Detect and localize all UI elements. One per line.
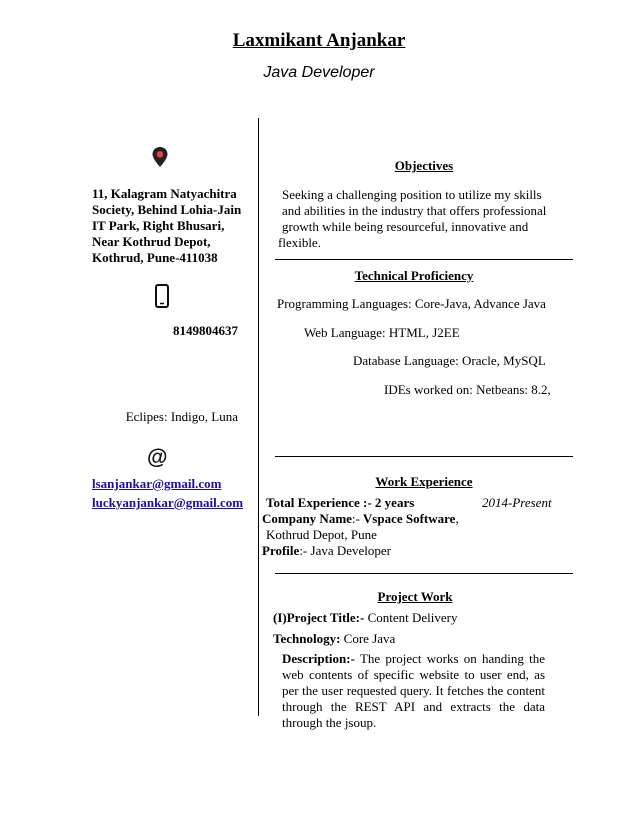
resume-name: Laxmikant Anjankar [232, 30, 406, 51]
project-technology-line [273, 631, 395, 647]
company-line [262, 511, 459, 527]
email-link-1[interactable]: lsanjankar@gmail.com [92, 476, 222, 491]
objectives-line: and abilities in the industry that offers professional [282, 203, 547, 218]
project-description-label: Description:- [282, 651, 355, 666]
company-label: Company Name [262, 511, 352, 526]
section-divider [275, 259, 573, 260]
work-heading: Work Experience [375, 474, 473, 489]
profile-value: :- Java Developer [299, 543, 391, 558]
company-location: Kothrud Depot, Pune [266, 527, 377, 542]
ides-worked-on: IDEs worked on: Netbeans: 8.2, [384, 382, 551, 397]
work-period: 2014-Present [482, 495, 552, 510]
project-title-line [273, 610, 457, 626]
project-description [282, 651, 545, 731]
project-technology-value: Core Java [340, 631, 396, 646]
objectives-heading: Objectives [394, 158, 454, 173]
column-divider [258, 118, 259, 716]
email-at-icon: @ [147, 446, 168, 469]
address-line: IT Park, Right Bhusari, [92, 218, 225, 233]
address-line: Society, Behind Lohia-Jain [92, 202, 242, 217]
mobile-phone-icon [155, 284, 169, 308]
objectives-text [278, 187, 573, 251]
section-divider [275, 573, 573, 574]
project-title-label: (I)Project Title:- [273, 610, 365, 625]
profile-line [262, 543, 391, 559]
objectives-line: flexible. [278, 235, 321, 250]
eclipse-ide-text: Eclipes: Indigo, Luna [125, 409, 238, 424]
project-title-value: Content Delivery [364, 610, 458, 625]
company-separator: :- [351, 511, 360, 526]
project-technology-label: Technology: [273, 631, 341, 646]
company-comma: , [455, 511, 459, 526]
profile-label: Profile [262, 543, 300, 558]
email-link-2[interactable]: luckyanjankar@gmail.com [92, 495, 244, 510]
technical-heading: Technical Proficiency [354, 268, 474, 283]
phone-number: 8149804637 [173, 323, 238, 338]
project-heading: Project Work [377, 589, 453, 604]
location-pin-icon [151, 146, 169, 168]
web-languages: Web Language: HTML, J2EE [304, 325, 460, 340]
address-block [92, 186, 257, 266]
programming-languages: Programming Languages: Core-Java, Advance Java [277, 296, 546, 311]
database-languages: Database Language: Oracle, MySQL [353, 353, 546, 368]
objectives-line: growth while being resourceful, innovative and [282, 219, 529, 234]
section-divider [275, 456, 573, 457]
total-experience: Total Experience :- 2 years [266, 495, 415, 510]
objectives-line: Seeking a challenging position to utilize my skills [282, 187, 542, 202]
resume-role: Java Developer [263, 64, 375, 81]
address-line: Near Kothrud Depot, [92, 234, 211, 249]
address-line: Kothrud, Pune-411038 [92, 250, 218, 265]
address-line: 11, Kalagram Natyachitra [92, 186, 237, 201]
company-value: Vspace Software [359, 511, 456, 526]
project-description-value: The project works on handing the web contents of specific website to user end, as per the user requested query. It fetches the content through the REST API and extracts the data through the jsoup. [282, 651, 545, 730]
